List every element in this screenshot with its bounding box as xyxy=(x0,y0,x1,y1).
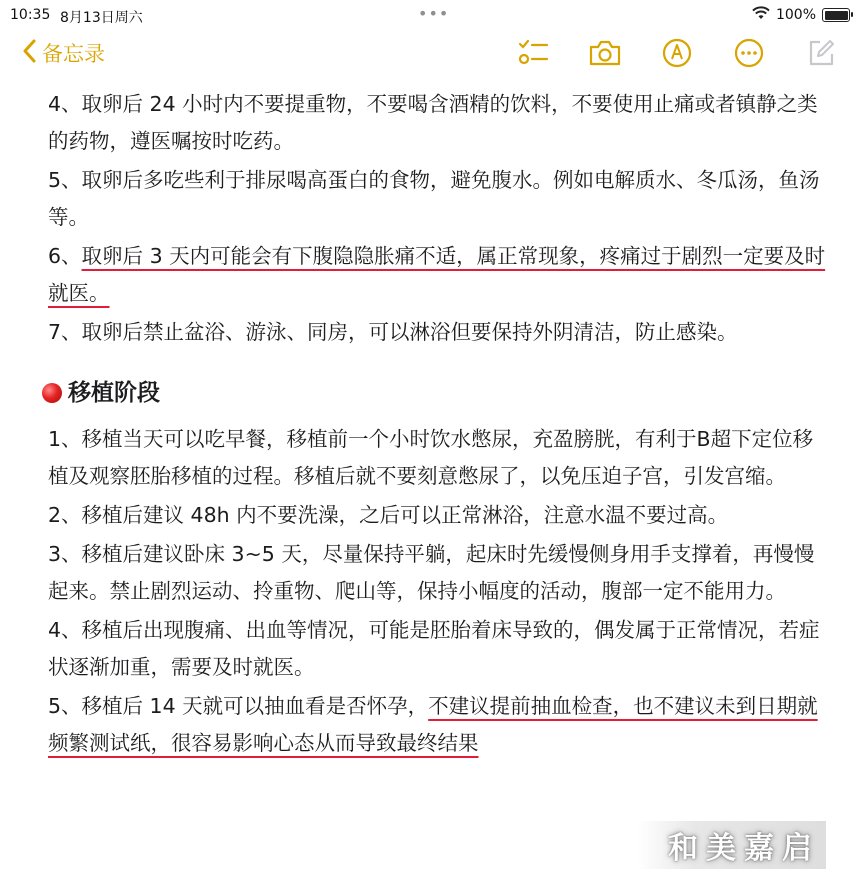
nav-bar xyxy=(0,32,860,78)
note-paragraph: 1、移植当天可以吃早餐，移植前一个小时饮水憋尿，充盈膀胱，有利于B超下定位移植及观察胚胎移植的过程。移植后就不要刻意憋尿了，以免压迫子宫，引发宫缩。 xyxy=(48,427,814,488)
battery-icon xyxy=(822,8,850,22)
note-paragraph: 3、移植后建议卧床 3~5 天，尽量保持平躺，起床时先缓慢侧身用手支撑着，再慢慢起来。禁止剧烈运动、拎重物、爬山等，保持小幅度的活动，腹部一定不能用力。 xyxy=(48,542,815,603)
battery-percent: 100% xyxy=(775,7,816,23)
camera-icon[interactable] xyxy=(588,36,622,70)
note-paragraph-highlighted xyxy=(48,238,828,312)
note-paragraph: 5、取卵后多吃些利于排尿喝高蛋白的食物，避免腹水。例如电解质水、冬瓜汤，鱼汤等。 xyxy=(48,168,820,229)
markup-pen-icon[interactable] xyxy=(660,36,694,70)
note-paragraph-highlighted xyxy=(48,688,828,762)
note-paragraph: 4、移植后出现腹痛、出血等情况，可能是胚胎着床导致的，偶发属于正常情况，若症状逐渐加重，需要及时就医。 xyxy=(48,618,820,679)
underlined-text: 取卵后 3 天内可能会有下腹隐隐胀痛不适，属正常现象，疼痛过于剧烈一定要及时就医。 xyxy=(48,244,826,305)
checklist-icon[interactable] xyxy=(516,36,550,70)
wifi-icon xyxy=(752,6,770,24)
watermark: 和美嘉启 xyxy=(638,821,826,869)
chevron-left-icon xyxy=(22,39,36,68)
status-time: 10:35 xyxy=(10,7,51,23)
multitasking-dots-icon[interactable]: ••• xyxy=(418,4,450,23)
compose-icon[interactable] xyxy=(804,36,838,70)
back-label: 备忘录 xyxy=(42,42,105,66)
note-paragraph: 7、取卵后禁止盆浴、游泳、同房，可以淋浴但要保持外阴清洁，防止感染。 xyxy=(48,320,738,344)
status-right xyxy=(752,6,850,24)
paragraph-number: 6、 xyxy=(48,244,82,268)
underlined-text: 不建议提前抽血检查，也不建议未到日期就频繁测试纸，很容易影响心态从而导致最终结果 xyxy=(48,694,818,755)
note-paragraph: 4、取卵后 24 小时内不要提重物，不要喝含酒精的饮料，不要使用止痛或者镇静之类的药物，遵医嘱按时吃药。 xyxy=(48,92,818,153)
toolbar xyxy=(516,36,838,70)
note-paragraph: 2、移植后建议 48h 内不要洗澡，之后可以正常淋浴，注意水温不要过高。 xyxy=(48,503,729,527)
status-bar xyxy=(0,0,860,30)
section-heading xyxy=(42,373,828,413)
note-body[interactable] xyxy=(48,86,828,764)
status-date: 8月13日周六 xyxy=(60,10,143,26)
paragraph-text: 5、移植后 14 天就可以抽血看是否怀孕， xyxy=(48,694,429,718)
back-button[interactable] xyxy=(22,38,105,68)
more-icon[interactable] xyxy=(732,36,766,70)
red-circle-icon xyxy=(42,383,62,403)
section-title-text: 移植阶段 xyxy=(68,380,160,406)
